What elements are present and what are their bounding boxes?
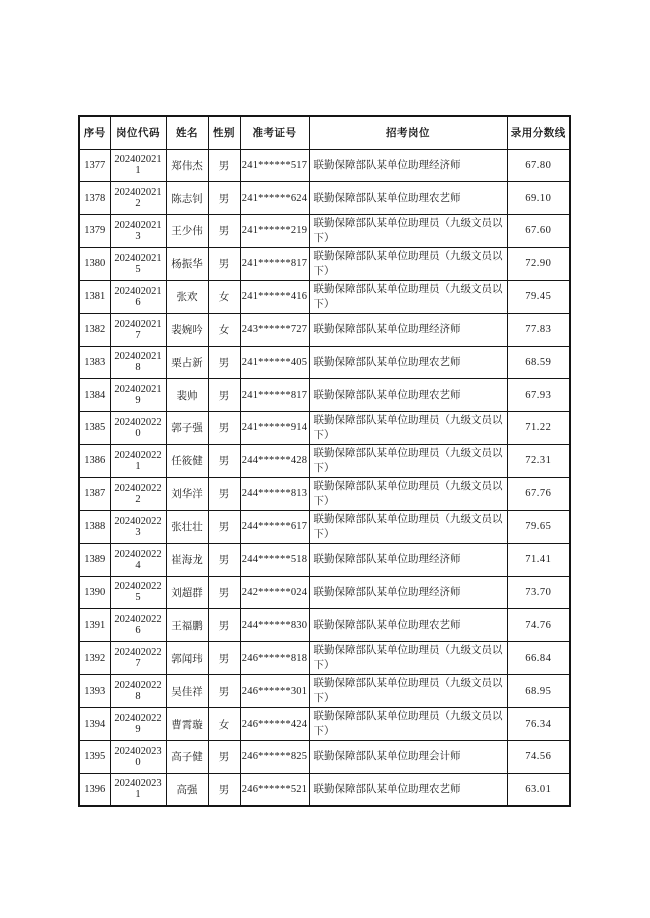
table-row <box>79 149 570 182</box>
cell-gender: 男 <box>208 149 240 182</box>
cell-position: 联勤保障部队某单位助理农艺师 <box>309 773 507 806</box>
cell-position: 联勤保障部队某单位助理农艺师 <box>309 182 507 215</box>
cell-position-code: 2024020213 <box>110 214 166 247</box>
cell-score: 67.93 <box>507 379 570 412</box>
cell-position-code: 2024020224 <box>110 543 166 576</box>
cell-name: 王少伟 <box>166 214 208 247</box>
table-header-row <box>79 116 570 149</box>
cell-gender: 男 <box>208 576 240 609</box>
cell-exam-number: 241******817 <box>240 379 309 412</box>
cell-gender: 男 <box>208 346 240 379</box>
header-name: 姓名 <box>166 116 208 149</box>
header-gender: 性别 <box>208 116 240 149</box>
table-row <box>79 708 570 741</box>
cell-name: 杨振华 <box>166 247 208 280</box>
cell-score: 77.83 <box>507 313 570 346</box>
cell-name: 陈志钊 <box>166 182 208 215</box>
cell-position-code: 2024020211 <box>110 149 166 182</box>
cell-position-code: 2024020221 <box>110 444 166 477</box>
table-row <box>79 477 570 510</box>
cell-exam-number: 244******813 <box>240 477 309 510</box>
cell-score: 74.76 <box>507 609 570 642</box>
cell-name: 吴佳祥 <box>166 675 208 708</box>
cell-exam-number: 244******617 <box>240 510 309 543</box>
cell-index: 1388 <box>79 510 110 543</box>
table-row <box>79 741 570 774</box>
cell-position-code: 2024020218 <box>110 346 166 379</box>
cell-gender: 男 <box>208 444 240 477</box>
cell-position-code: 2024020220 <box>110 411 166 444</box>
header-index: 序号 <box>79 116 110 149</box>
cell-position: 联勤保障部队某单位助理员（九级文员以下） <box>309 444 507 477</box>
cell-position-code: 2024020216 <box>110 280 166 313</box>
cell-exam-number: 246******818 <box>240 642 309 675</box>
cell-gender: 男 <box>208 741 240 774</box>
cell-position: 联勤保障部队某单位助理员（九级文员以下） <box>309 642 507 675</box>
cell-index: 1378 <box>79 182 110 215</box>
cell-gender: 女 <box>208 708 240 741</box>
cell-position: 联勤保障部队某单位助理员（九级文员以下） <box>309 510 507 543</box>
cell-index: 1396 <box>79 773 110 806</box>
table-row <box>79 773 570 806</box>
cell-position-code: 2024020225 <box>110 576 166 609</box>
cell-gender: 男 <box>208 609 240 642</box>
cell-name: 栗占新 <box>166 346 208 379</box>
cell-position-code: 2024020212 <box>110 182 166 215</box>
cell-exam-number: 241******624 <box>240 182 309 215</box>
cell-name: 张欢 <box>166 280 208 313</box>
table-row <box>79 411 570 444</box>
cell-gender: 男 <box>208 675 240 708</box>
cell-name: 张壮壮 <box>166 510 208 543</box>
cell-position-code: 2024020219 <box>110 379 166 412</box>
cell-score: 71.41 <box>507 543 570 576</box>
cell-score: 74.56 <box>507 741 570 774</box>
cell-gender: 女 <box>208 280 240 313</box>
cell-index: 1391 <box>79 609 110 642</box>
table-row <box>79 675 570 708</box>
cell-position: 联勤保障部队某单位助理员（九级文员以下） <box>309 477 507 510</box>
cell-index: 1381 <box>79 280 110 313</box>
header-score: 录用分数线 <box>507 116 570 149</box>
header-position-code: 岗位代码 <box>110 116 166 149</box>
cell-name: 郭闻玮 <box>166 642 208 675</box>
cell-score: 73.70 <box>507 576 570 609</box>
cell-score: 67.80 <box>507 149 570 182</box>
cell-score: 72.90 <box>507 247 570 280</box>
cell-name: 郑伟杰 <box>166 149 208 182</box>
cell-exam-number: 244******428 <box>240 444 309 477</box>
cell-gender: 男 <box>208 247 240 280</box>
cell-index: 1383 <box>79 346 110 379</box>
cell-score: 79.45 <box>507 280 570 313</box>
cell-gender: 男 <box>208 510 240 543</box>
cell-index: 1382 <box>79 313 110 346</box>
table-row <box>79 609 570 642</box>
table-row <box>79 576 570 609</box>
cell-position: 联勤保障部队某单位助理经济师 <box>309 313 507 346</box>
cell-position: 联勤保障部队某单位助理农艺师 <box>309 346 507 379</box>
cell-gender: 男 <box>208 411 240 444</box>
cell-name: 刘超群 <box>166 576 208 609</box>
cell-index: 1393 <box>79 675 110 708</box>
cell-name: 郭子强 <box>166 411 208 444</box>
cell-exam-number: 242******024 <box>240 576 309 609</box>
cell-exam-number: 244******830 <box>240 609 309 642</box>
cell-exam-number: 241******219 <box>240 214 309 247</box>
cell-gender: 男 <box>208 773 240 806</box>
cell-name: 刘华洋 <box>166 477 208 510</box>
cell-gender: 男 <box>208 543 240 576</box>
cell-position-code: 2024020217 <box>110 313 166 346</box>
cell-exam-number: 241******914 <box>240 411 309 444</box>
cell-position-code: 2024020226 <box>110 609 166 642</box>
cell-index: 1395 <box>79 741 110 774</box>
cell-position-code: 2024020231 <box>110 773 166 806</box>
cell-name: 高子健 <box>166 741 208 774</box>
cell-gender: 男 <box>208 642 240 675</box>
cell-name: 王福鹏 <box>166 609 208 642</box>
cell-gender: 男 <box>208 182 240 215</box>
cell-position: 联勤保障部队某单位助理员（九级文员以下） <box>309 247 507 280</box>
cell-exam-number: 246******825 <box>240 741 309 774</box>
cell-name: 任筱健 <box>166 444 208 477</box>
cell-position: 联勤保障部队某单位助理会计师 <box>309 741 507 774</box>
cell-exam-number: 241******817 <box>240 247 309 280</box>
cell-position-code: 2024020223 <box>110 510 166 543</box>
table-row <box>79 313 570 346</box>
cell-name: 裴帅 <box>166 379 208 412</box>
cell-position-code: 2024020228 <box>110 675 166 708</box>
cell-score: 72.31 <box>507 444 570 477</box>
cell-exam-number: 241******517 <box>240 149 309 182</box>
cell-score: 68.95 <box>507 675 570 708</box>
cell-score: 63.01 <box>507 773 570 806</box>
table-row <box>79 116 570 149</box>
cell-name: 高强 <box>166 773 208 806</box>
cell-exam-number: 241******416 <box>240 280 309 313</box>
cell-name: 裴婉吟 <box>166 313 208 346</box>
cell-gender: 男 <box>208 214 240 247</box>
cell-score: 68.59 <box>507 346 570 379</box>
cell-score: 69.10 <box>507 182 570 215</box>
cell-index: 1379 <box>79 214 110 247</box>
cell-position: 联勤保障部队某单位助理经济师 <box>309 543 507 576</box>
cell-exam-number: 246******301 <box>240 675 309 708</box>
cell-exam-number: 246******521 <box>240 773 309 806</box>
cell-index: 1384 <box>79 379 110 412</box>
cell-score: 67.76 <box>507 477 570 510</box>
cell-name: 崔海龙 <box>166 543 208 576</box>
cell-index: 1390 <box>79 576 110 609</box>
cell-index: 1387 <box>79 477 110 510</box>
cell-score: 67.60 <box>507 214 570 247</box>
cell-score: 66.84 <box>507 642 570 675</box>
cell-position-code: 2024020222 <box>110 477 166 510</box>
cell-exam-number: 243******727 <box>240 313 309 346</box>
cell-position: 联勤保障部队某单位助理员（九级文员以下） <box>309 708 507 741</box>
table-body <box>79 149 570 806</box>
cell-position: 联勤保障部队某单位助理农艺师 <box>309 609 507 642</box>
cell-score: 76.34 <box>507 708 570 741</box>
cell-position-code: 2024020215 <box>110 247 166 280</box>
cell-position-code: 2024020227 <box>110 642 166 675</box>
cell-score: 79.65 <box>507 510 570 543</box>
score-table-container <box>78 115 571 807</box>
cell-position: 联勤保障部队某单位助理员（九级文员以下） <box>309 214 507 247</box>
cell-position: 联勤保障部队某单位助理经济师 <box>309 149 507 182</box>
table-row <box>79 510 570 543</box>
table-row <box>79 642 570 675</box>
header-position: 招考岗位 <box>309 116 507 149</box>
table-row <box>79 346 570 379</box>
cell-gender: 女 <box>208 313 240 346</box>
cell-index: 1392 <box>79 642 110 675</box>
table-row <box>79 379 570 412</box>
table-row <box>79 280 570 313</box>
cell-exam-number: 241******405 <box>240 346 309 379</box>
cell-position: 联勤保障部队某单位助理员（九级文员以下） <box>309 675 507 708</box>
table-row <box>79 543 570 576</box>
admission-score-table <box>78 115 571 807</box>
cell-index: 1385 <box>79 411 110 444</box>
table-row <box>79 214 570 247</box>
header-exam-number: 准考证号 <box>240 116 309 149</box>
cell-index: 1386 <box>79 444 110 477</box>
table-row <box>79 444 570 477</box>
cell-position-code: 2024020230 <box>110 741 166 774</box>
table-row <box>79 247 570 280</box>
cell-exam-number: 244******518 <box>240 543 309 576</box>
cell-position-code: 2024020229 <box>110 708 166 741</box>
cell-position: 联勤保障部队某单位助理农艺师 <box>309 379 507 412</box>
cell-position: 联勤保障部队某单位助理员（九级文员以下） <box>309 411 507 444</box>
cell-gender: 男 <box>208 477 240 510</box>
cell-gender: 男 <box>208 379 240 412</box>
cell-index: 1389 <box>79 543 110 576</box>
cell-position: 联勤保障部队某单位助理员（九级文员以下） <box>309 280 507 313</box>
cell-score: 71.22 <box>507 411 570 444</box>
cell-name: 曹霄璇 <box>166 708 208 741</box>
cell-index: 1394 <box>79 708 110 741</box>
cell-position: 联勤保障部队某单位助理经济师 <box>309 576 507 609</box>
cell-index: 1377 <box>79 149 110 182</box>
cell-index: 1380 <box>79 247 110 280</box>
cell-exam-number: 246******424 <box>240 708 309 741</box>
table-row <box>79 182 570 215</box>
